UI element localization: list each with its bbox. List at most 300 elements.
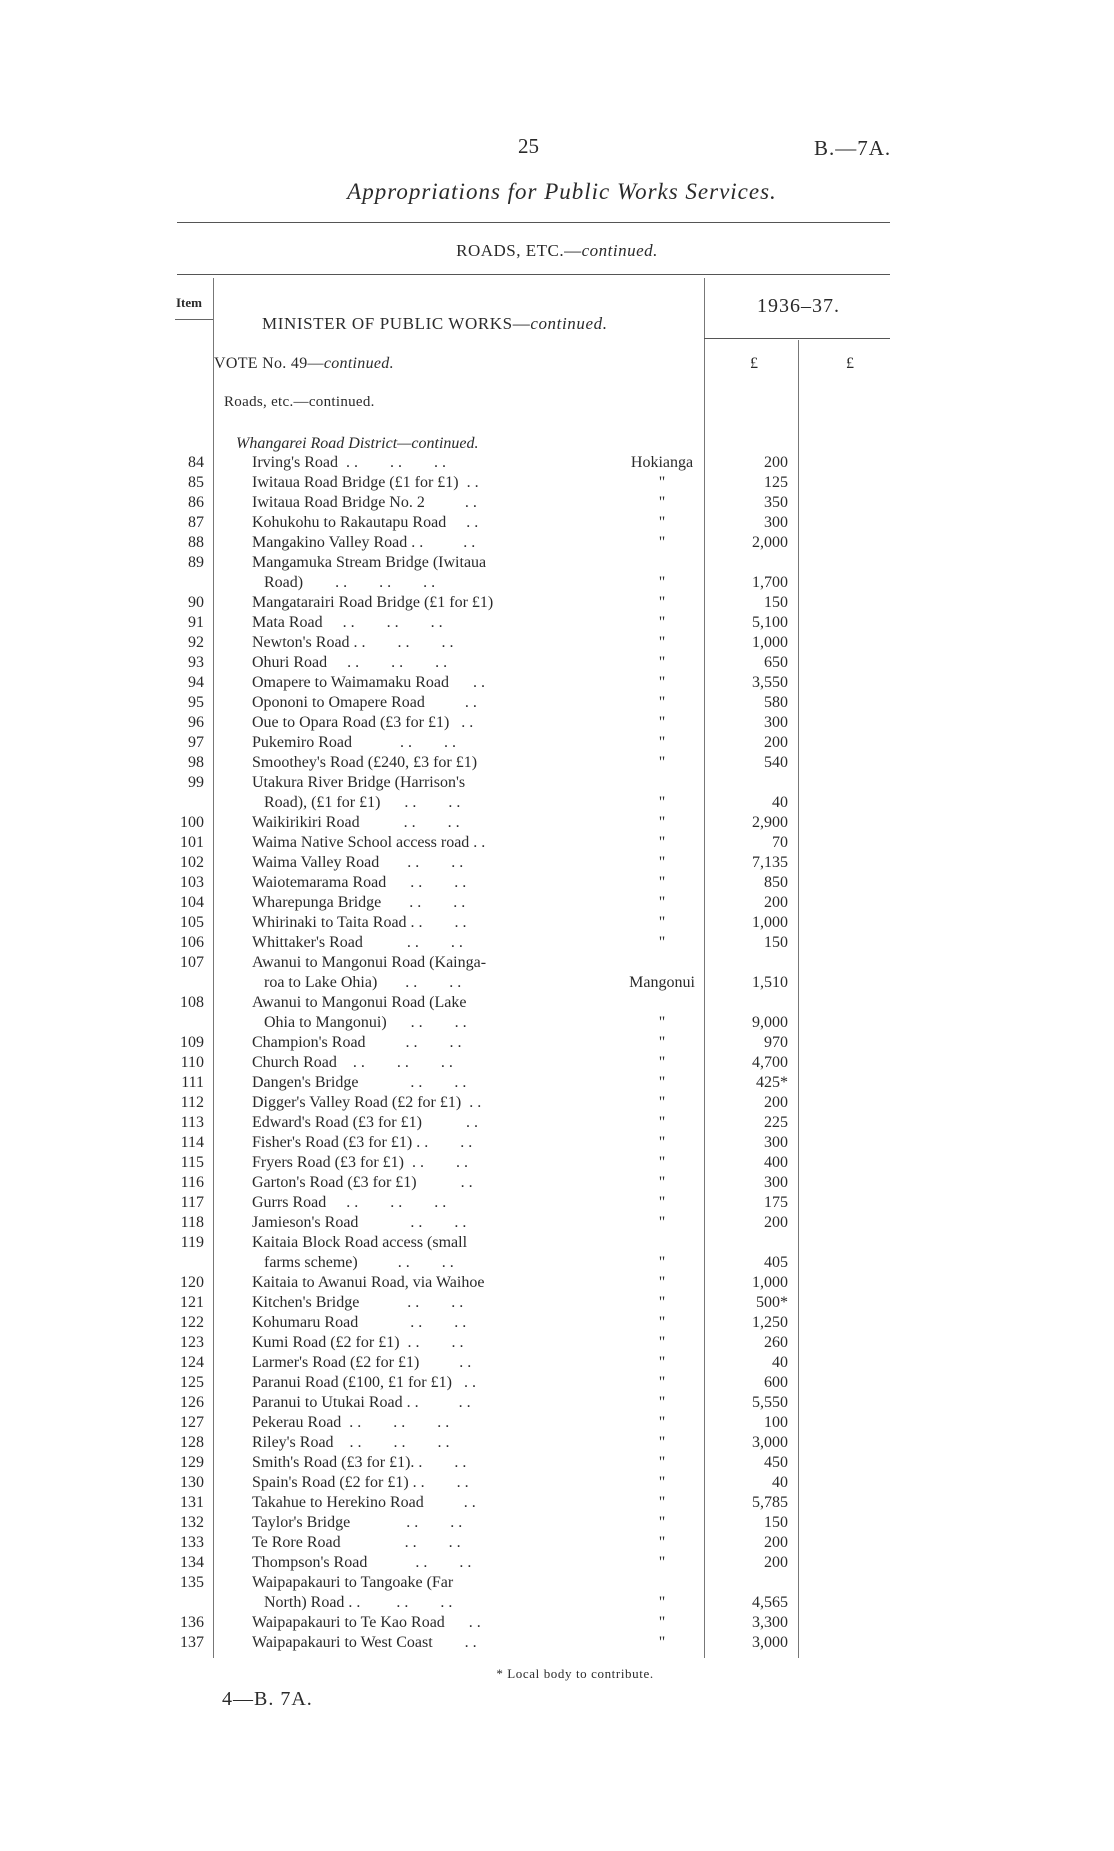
year-header-rule [704, 338, 890, 339]
electoral-district: " [658, 1034, 666, 1051]
table-row [0, 1153, 1114, 1173]
item-name: Fryers Road (£3 for £1) . . . . [252, 1154, 468, 1171]
item-name: Waipapakauri to Te Kao Road . . [252, 1614, 481, 1631]
table-row [0, 993, 1114, 1013]
table-row [0, 593, 1114, 613]
item-name: Ohuri Road . . . . . . [252, 654, 448, 671]
electoral-district: " [658, 1294, 666, 1311]
item-name: Jamieson's Road . . . . [252, 1214, 467, 1231]
item-name: Kaitaia to Awanui Road, via Waihoe [252, 1274, 485, 1291]
amount: 200 [764, 454, 788, 471]
amount: 1,000 [752, 634, 788, 651]
item-number: 100 [180, 814, 204, 831]
table-row [0, 913, 1114, 933]
electoral-district: " [658, 1354, 666, 1371]
item-number: 89 [188, 554, 204, 571]
table-row [0, 1453, 1114, 1473]
item-name: Newton's Road . . . . . . [252, 634, 454, 651]
table-row [0, 1373, 1114, 1393]
table-row [0, 1393, 1114, 1413]
item-number: 99 [188, 774, 204, 791]
item-number: 101 [180, 834, 204, 851]
electoral-district: " [658, 1594, 666, 1611]
item-name: Paranui to Utukai Road . . . . [252, 1394, 471, 1411]
item-name: Mangamuka Stream Bridge (Iwitaua [252, 554, 487, 571]
amount: 4,565 [752, 1594, 788, 1611]
item-name: Irving's Road . . . . . . [252, 454, 446, 471]
item-name: Ohia to Mangonui) . . . . [252, 1014, 467, 1031]
table-row [0, 673, 1114, 693]
table-row [0, 1433, 1114, 1453]
item-number: 109 [180, 1034, 204, 1051]
item-number: 136 [180, 1614, 204, 1631]
item-number: 86 [188, 494, 204, 511]
electoral-district: " [658, 1094, 666, 1111]
item-name: Kohumaru Road . . . . [252, 1314, 467, 1331]
electoral-district: " [658, 514, 666, 531]
amount: 400 [764, 1154, 788, 1171]
amount: 300 [764, 1134, 788, 1151]
table-row [0, 453, 1114, 473]
electoral-district: " [658, 854, 666, 871]
item-number: 88 [188, 534, 204, 551]
table-row [0, 1353, 1114, 1373]
table-row [0, 613, 1114, 633]
signature-mark: 4—B. 7A. [222, 1688, 313, 1710]
amount: 2,000 [752, 534, 788, 551]
item-name: Waiotemarama Road . . . . [252, 874, 467, 891]
item-number: 91 [188, 614, 204, 631]
amount: 300 [764, 1174, 788, 1191]
amount: 175 [764, 1194, 788, 1211]
item-name: Road), (£1 for £1) . . . . [252, 794, 461, 811]
amount: 150 [764, 594, 788, 611]
table-row [0, 733, 1114, 753]
item-name: Oue to Opara Road (£3 for £1) . . [252, 714, 474, 731]
electoral-district: Mangonui [629, 974, 695, 991]
item-number: 98 [188, 754, 204, 771]
amount: 450 [764, 1454, 788, 1471]
item-name: Kohukohu to Rakautapu Road . . [252, 514, 479, 531]
item-name: Te Rore Road . . . . [252, 1534, 461, 1551]
electoral-district: " [658, 1474, 666, 1491]
table-row [0, 473, 1114, 493]
table-row [0, 1593, 1114, 1613]
item-header-underline [175, 319, 213, 320]
amount: 225 [764, 1114, 788, 1131]
electoral-district: " [658, 734, 666, 751]
item-name: Champion's Road . . . . [252, 1034, 462, 1051]
table-row [0, 933, 1114, 953]
table-row [0, 973, 1114, 993]
electoral-district: " [658, 674, 666, 691]
table-row [0, 1093, 1114, 1113]
item-name: Road) . . . . . . [252, 574, 436, 591]
item-number: 119 [180, 1234, 204, 1251]
item-number: 106 [180, 934, 204, 951]
item-number: 118 [180, 1214, 204, 1231]
electoral-district: " [658, 1434, 666, 1451]
table-row [0, 1133, 1114, 1153]
electoral-district: " [658, 1394, 666, 1411]
table-row [0, 1313, 1114, 1333]
amount: 7,135 [752, 854, 788, 871]
table-row [0, 1613, 1114, 1633]
item-number: 90 [188, 594, 204, 611]
amount: 850 [764, 874, 788, 891]
table-row [0, 1533, 1114, 1553]
roads-subheading: Roads, etc.—continued. [224, 394, 375, 410]
item-name: Paranui Road (£100, £1 for £1) . . [252, 1374, 476, 1391]
item-name: roa to Lake Ohia) . . . . [252, 974, 462, 991]
item-name: Waipapakauri to West Coast . . [252, 1634, 477, 1651]
item-name: Iwitaua Road Bridge (£1 for £1) . . [252, 474, 479, 491]
table-row [0, 1573, 1114, 1593]
amount: 200 [764, 734, 788, 751]
table-row [0, 1193, 1114, 1213]
item-name: Smoothey's Road (£240, £3 for £1) [252, 754, 478, 771]
item-number: 108 [180, 994, 204, 1011]
item-name: Church Road . . . . . . [252, 1054, 453, 1071]
item-number: 115 [180, 1154, 204, 1171]
electoral-district: " [658, 634, 666, 651]
district-heading: Whangarei Road District—continued. [236, 435, 479, 452]
table-row [0, 1493, 1114, 1513]
amount: 600 [764, 1374, 788, 1391]
amount: 5,785 [752, 1494, 788, 1511]
table-row [0, 1033, 1114, 1053]
table-row [0, 1253, 1114, 1273]
amount: 70 [772, 834, 788, 851]
item-name: Wharepunga Bridge . . . . [252, 894, 466, 911]
electoral-district: " [658, 1254, 666, 1271]
item-number: 126 [180, 1394, 204, 1411]
item-number: 128 [180, 1434, 204, 1451]
table-row [0, 1633, 1114, 1653]
amount: 350 [764, 494, 788, 511]
item-name: Utakura River Bridge (Harrison's [252, 774, 466, 791]
amount: 300 [764, 514, 788, 531]
electoral-district: " [658, 1214, 666, 1231]
amount: 405 [764, 1254, 788, 1271]
item-name: Larmer's Road (£2 for £1) . . [252, 1354, 472, 1371]
item-name: North) Road . . . . . . [252, 1594, 453, 1611]
item-number: 127 [180, 1414, 204, 1431]
item-number: 111 [181, 1074, 204, 1091]
table-row [0, 1553, 1114, 1573]
item-number: 84 [188, 454, 204, 471]
item-name: Takahue to Herekino Road . . [252, 1494, 476, 1511]
item-number: 116 [180, 1174, 204, 1191]
item-name: Dangen's Bridge . . . . [252, 1074, 467, 1091]
item-name: Fisher's Road (£3 for £1) . . . . [252, 1134, 473, 1151]
electoral-district: " [658, 1514, 666, 1531]
electoral-district: " [658, 1494, 666, 1511]
item-number: 137 [180, 1634, 204, 1651]
item-name: farms scheme) . . . . [252, 1254, 454, 1271]
item-name: Edward's Road (£3 for £1) . . [252, 1114, 478, 1131]
amount: 1,000 [752, 914, 788, 931]
electoral-district: " [658, 474, 666, 491]
electoral-district: " [658, 1614, 666, 1631]
item-name: Pukemiro Road . . . . [252, 734, 456, 751]
table-row [0, 893, 1114, 913]
electoral-district: " [658, 914, 666, 931]
electoral-district: " [658, 534, 666, 551]
table-row [0, 693, 1114, 713]
amount: 1,000 [752, 1274, 788, 1291]
electoral-district: " [658, 574, 666, 591]
item-name: Kitchen's Bridge . . . . [252, 1294, 464, 1311]
table-row [0, 573, 1114, 593]
amount: 5,550 [752, 1394, 788, 1411]
item-name: Riley's Road . . . . . . [252, 1434, 450, 1451]
item-number: 103 [180, 874, 204, 891]
amount: 3,000 [752, 1634, 788, 1651]
table-row [0, 1053, 1114, 1073]
section-title: ROADS, ETC.—continued. [456, 241, 658, 260]
table-top-rule [177, 274, 890, 275]
electoral-district: " [658, 1414, 666, 1431]
item-number: 93 [188, 654, 204, 671]
amount: 4,700 [752, 1054, 788, 1071]
electoral-district: " [658, 754, 666, 771]
electoral-district: " [658, 1194, 666, 1211]
table-row [0, 513, 1114, 533]
item-number: 96 [188, 714, 204, 731]
footnote: * Local body to contribute. [496, 1666, 654, 1681]
item-name: Waikirikiri Road . . . . [252, 814, 460, 831]
electoral-district: " [658, 1174, 666, 1191]
table-row [0, 833, 1114, 853]
item-number: 135 [180, 1574, 204, 1591]
amount: 260 [764, 1334, 788, 1351]
item-name: Waipapakauri to Tangoake (Far [252, 1574, 454, 1591]
amount: 40 [772, 1354, 788, 1371]
electoral-district: " [658, 894, 666, 911]
amount: 1,250 [752, 1314, 788, 1331]
item-name: Mata Road . . . . . . [252, 614, 443, 631]
amount: 200 [764, 894, 788, 911]
table-row [0, 1413, 1114, 1433]
item-number: 122 [180, 1314, 204, 1331]
electoral-district: " [658, 714, 666, 731]
amount: 200 [764, 1094, 788, 1111]
amount: 200 [764, 1534, 788, 1551]
item-number: 123 [180, 1334, 204, 1351]
electoral-district: " [658, 654, 666, 671]
item-name: Thompson's Road . . . . [252, 1554, 472, 1571]
amount: 1,700 [752, 574, 788, 591]
amount: 3,000 [752, 1434, 788, 1451]
amount: 500* [756, 1294, 788, 1311]
item-number: 104 [180, 894, 204, 911]
table-row [0, 1233, 1114, 1253]
electoral-district: " [658, 1114, 666, 1131]
document-code: B.—7A. [814, 136, 892, 160]
item-name: Whittaker's Road . . . . [252, 934, 463, 951]
electoral-district: " [658, 834, 666, 851]
electoral-district: " [658, 794, 666, 811]
year-heading: 1936–37. [757, 295, 840, 317]
electoral-district: " [658, 1054, 666, 1071]
appropriations-table-body [0, 453, 1114, 1653]
item-number: 114 [180, 1134, 204, 1151]
electoral-district: " [658, 1014, 666, 1031]
item-name: Taylor's Bridge . . . . [252, 1514, 463, 1531]
item-name: Spain's Road (£2 for £1) . . . . [252, 1474, 469, 1491]
minister-heading: MINISTER OF PUBLIC WORKS—continued. [262, 314, 608, 333]
amount: 200 [764, 1554, 788, 1571]
electoral-district: " [658, 594, 666, 611]
electoral-district: " [658, 1374, 666, 1391]
electoral-district: " [658, 494, 666, 511]
table-row [0, 533, 1114, 553]
amount: 125 [764, 474, 788, 491]
table-row [0, 1213, 1114, 1233]
amount: 200 [764, 1214, 788, 1231]
item-number: 87 [188, 514, 204, 531]
item-name: Omapere to Waimamaku Road . . [252, 674, 486, 691]
electoral-district: " [658, 1134, 666, 1151]
title-rule [177, 222, 890, 223]
table-row [0, 753, 1114, 773]
item-name: Awanui to Mangonui Road (Lake [252, 994, 467, 1011]
electoral-district: " [658, 1314, 666, 1331]
electoral-district: " [658, 1454, 666, 1471]
table-row [0, 813, 1114, 833]
table-row [0, 553, 1114, 573]
amount: 300 [764, 714, 788, 731]
electoral-district: " [658, 1074, 666, 1091]
page-title: Appropriations for Public Works Services. [347, 179, 777, 204]
item-number: 94 [188, 674, 204, 691]
item-number: 105 [180, 914, 204, 931]
currency-label-1: £ [750, 355, 758, 372]
item-name: Opononi to Omapere Road . . [252, 694, 477, 711]
item-number: 97 [188, 734, 204, 751]
amount: 100 [764, 1414, 788, 1431]
table-row [0, 1473, 1114, 1493]
amount: 150 [764, 1514, 788, 1531]
table-row [0, 1333, 1114, 1353]
amount: 540 [764, 754, 788, 771]
item-number: 95 [188, 694, 204, 711]
electoral-district: " [658, 1554, 666, 1571]
item-number: 121 [180, 1294, 204, 1311]
electoral-district: " [658, 1154, 666, 1171]
amount: 40 [772, 1474, 788, 1491]
item-number: 107 [180, 954, 204, 971]
item-name: Gurrs Road . . . . . . [252, 1194, 447, 1211]
electoral-district: " [658, 1274, 666, 1291]
electoral-district: " [658, 814, 666, 831]
vote-heading: VOTE No. 49—continued. [214, 355, 394, 372]
amount: 9,000 [752, 1014, 788, 1031]
item-name: Waima Valley Road . . . . [252, 854, 464, 871]
amount: 3,300 [752, 1614, 788, 1631]
item-name: Pekerau Road . . . . . . [252, 1414, 450, 1431]
amount: 150 [764, 934, 788, 951]
item-number: 120 [180, 1274, 204, 1291]
table-row [0, 633, 1114, 653]
amount: 5,100 [752, 614, 788, 631]
item-number: 124 [180, 1354, 204, 1371]
electoral-district: " [658, 934, 666, 951]
electoral-district: " [658, 614, 666, 631]
item-name: Kaitaia Block Road access (small [252, 1234, 468, 1251]
item-name: Mangatarairi Road Bridge (£1 for £1) [252, 594, 494, 611]
table-row [0, 713, 1114, 733]
amount: 425* [756, 1074, 788, 1091]
table-row [0, 853, 1114, 873]
item-column-header: Item [176, 295, 202, 310]
table-row [0, 1173, 1114, 1193]
item-number: 132 [180, 1514, 204, 1531]
table-row [0, 773, 1114, 793]
table-row [0, 1513, 1114, 1533]
item-name: Digger's Valley Road (£2 for £1) . . [252, 1094, 482, 1111]
table-row [0, 1013, 1114, 1033]
item-name: Kumi Road (£2 for £1) . . . . [252, 1334, 464, 1351]
electoral-district: " [658, 1334, 666, 1351]
item-number: 129 [180, 1454, 204, 1471]
table-row [0, 653, 1114, 673]
item-number: 85 [188, 474, 204, 491]
item-name: Awanui to Mangonui Road (Kainga- [252, 954, 487, 971]
currency-label-2: £ [846, 355, 854, 372]
item-number: 130 [180, 1474, 204, 1491]
amount: 970 [764, 1034, 788, 1051]
table-row [0, 1073, 1114, 1093]
item-number: 113 [180, 1114, 204, 1131]
table-row [0, 493, 1114, 513]
item-name: Waima Native School access road . . [252, 834, 486, 851]
amount: 3,550 [752, 674, 788, 691]
table-row [0, 1293, 1114, 1313]
electoral-district: " [658, 874, 666, 891]
item-number: 112 [180, 1094, 204, 1111]
item-number: 134 [180, 1554, 204, 1571]
item-number: 133 [180, 1534, 204, 1551]
amount: 2,900 [752, 814, 788, 831]
item-number: 92 [188, 634, 204, 651]
electoral-district: Hokianga [630, 454, 694, 471]
amount: 580 [764, 694, 788, 711]
item-number: 125 [180, 1374, 204, 1391]
item-number: 110 [180, 1054, 204, 1071]
electoral-district: " [658, 694, 666, 711]
item-number: 117 [180, 1194, 204, 1211]
item-name: Whirinaki to Taita Road . . . . [252, 914, 467, 931]
electoral-district: " [658, 1634, 666, 1651]
table-row [0, 873, 1114, 893]
amount: 40 [772, 794, 788, 811]
electoral-district: " [658, 1534, 666, 1551]
page-number: 25 [518, 134, 539, 158]
item-name: Iwitaua Road Bridge No. 2 . . [252, 494, 477, 511]
item-name: Garton's Road (£3 for £1) . . [252, 1174, 473, 1191]
item-number: 102 [180, 854, 204, 871]
item-number: 131 [180, 1494, 204, 1511]
amount: 1,510 [752, 974, 788, 991]
table-row [0, 1273, 1114, 1293]
table-row [0, 953, 1114, 973]
item-name: Mangakino Valley Road . . . . [252, 534, 476, 551]
table-row [0, 1113, 1114, 1133]
table-row [0, 793, 1114, 813]
amount: 650 [764, 654, 788, 671]
